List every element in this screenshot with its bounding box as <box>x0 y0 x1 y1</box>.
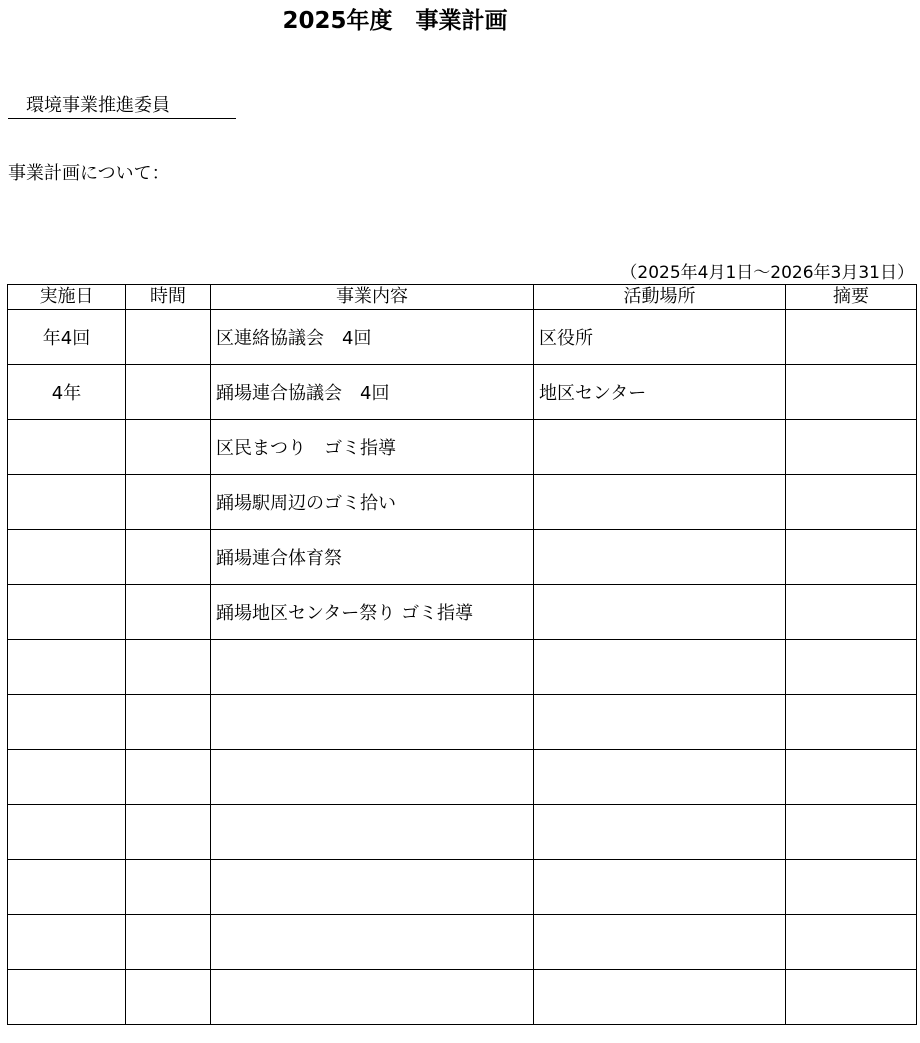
table-row <box>8 695 917 750</box>
cell-place <box>534 530 786 585</box>
cell-note <box>786 860 917 915</box>
cell-place <box>534 860 786 915</box>
cell-place <box>534 805 786 860</box>
table-row <box>8 420 917 475</box>
cell-date <box>8 530 126 585</box>
cell-date <box>8 420 126 475</box>
table-row <box>8 475 917 530</box>
table-row <box>8 915 917 970</box>
header-place: 活動場所 <box>534 285 786 310</box>
cell-time <box>126 640 211 695</box>
cell-content <box>211 805 534 860</box>
table-row <box>8 860 917 915</box>
cell-content: 踊場地区センター祭り ゴミ指導 <box>211 585 534 640</box>
table-row <box>8 640 917 695</box>
cell-content <box>211 640 534 695</box>
cell-content: 踊場駅周辺のゴミ拾い <box>211 475 534 530</box>
cell-date <box>8 695 126 750</box>
cell-date: 4年 <box>8 365 126 420</box>
page-title: 2025年度 事業計画 <box>282 8 508 34</box>
table-row <box>8 970 917 1025</box>
cell-date <box>8 640 126 695</box>
cell-place: 地区センター <box>534 365 786 420</box>
cell-content <box>211 750 534 805</box>
cell-time <box>126 805 211 860</box>
cell-note <box>786 585 917 640</box>
cell-note <box>786 915 917 970</box>
table-row <box>8 750 917 805</box>
cell-content <box>211 695 534 750</box>
cell-note <box>786 750 917 805</box>
cell-time <box>126 915 211 970</box>
cell-note <box>786 310 917 365</box>
header-content: 事業内容 <box>211 285 534 310</box>
cell-note <box>786 695 917 750</box>
cell-time <box>126 860 211 915</box>
table-row <box>8 805 917 860</box>
cell-note <box>786 640 917 695</box>
plan-period: （2025年4月1日～2026年3月31日） <box>620 263 914 283</box>
cell-note <box>786 805 917 860</box>
cell-content <box>211 915 534 970</box>
cell-time <box>126 970 211 1025</box>
header-time: 時間 <box>126 285 211 310</box>
cell-place <box>534 420 786 475</box>
cell-content: 区連絡協議会 4回 <box>211 310 534 365</box>
cell-place <box>534 640 786 695</box>
cell-time <box>126 310 211 365</box>
table-row <box>8 530 917 585</box>
cell-content: 踊場連合協議会 4回 <box>211 365 534 420</box>
cell-place <box>534 750 786 805</box>
cell-time <box>126 585 211 640</box>
committee-name: 環境事業推進委員 <box>8 94 236 119</box>
cell-note <box>786 530 917 585</box>
cell-time <box>126 695 211 750</box>
cell-time <box>126 530 211 585</box>
cell-note <box>786 970 917 1025</box>
cell-time <box>126 365 211 420</box>
cell-place <box>534 915 786 970</box>
table-row <box>8 365 917 420</box>
cell-date <box>8 475 126 530</box>
cell-note <box>786 365 917 420</box>
cell-place <box>534 475 786 530</box>
header-date: 実施日 <box>8 285 126 310</box>
table-row <box>8 585 917 640</box>
cell-place <box>534 695 786 750</box>
cell-date: 年4回 <box>8 310 126 365</box>
cell-date <box>8 750 126 805</box>
cell-date <box>8 970 126 1025</box>
cell-date <box>8 915 126 970</box>
cell-note <box>786 475 917 530</box>
cell-date <box>8 585 126 640</box>
cell-place: 区役所 <box>534 310 786 365</box>
header-note: 摘要 <box>786 285 917 310</box>
cell-time <box>126 475 211 530</box>
table-row <box>8 310 917 365</box>
cell-content: 踊場連合体育祭 <box>211 530 534 585</box>
cell-time <box>126 420 211 475</box>
plan-about-label: 事業計画について： <box>8 163 170 184</box>
cell-place <box>534 970 786 1025</box>
plan-table <box>7 284 917 1025</box>
cell-date <box>8 860 126 915</box>
cell-time <box>126 750 211 805</box>
table-header-row <box>8 285 917 310</box>
cell-content: 区民まつり ゴミ指導 <box>211 420 534 475</box>
cell-place <box>534 585 786 640</box>
cell-note <box>786 420 917 475</box>
cell-content <box>211 860 534 915</box>
cell-date <box>8 805 126 860</box>
cell-content <box>211 970 534 1025</box>
